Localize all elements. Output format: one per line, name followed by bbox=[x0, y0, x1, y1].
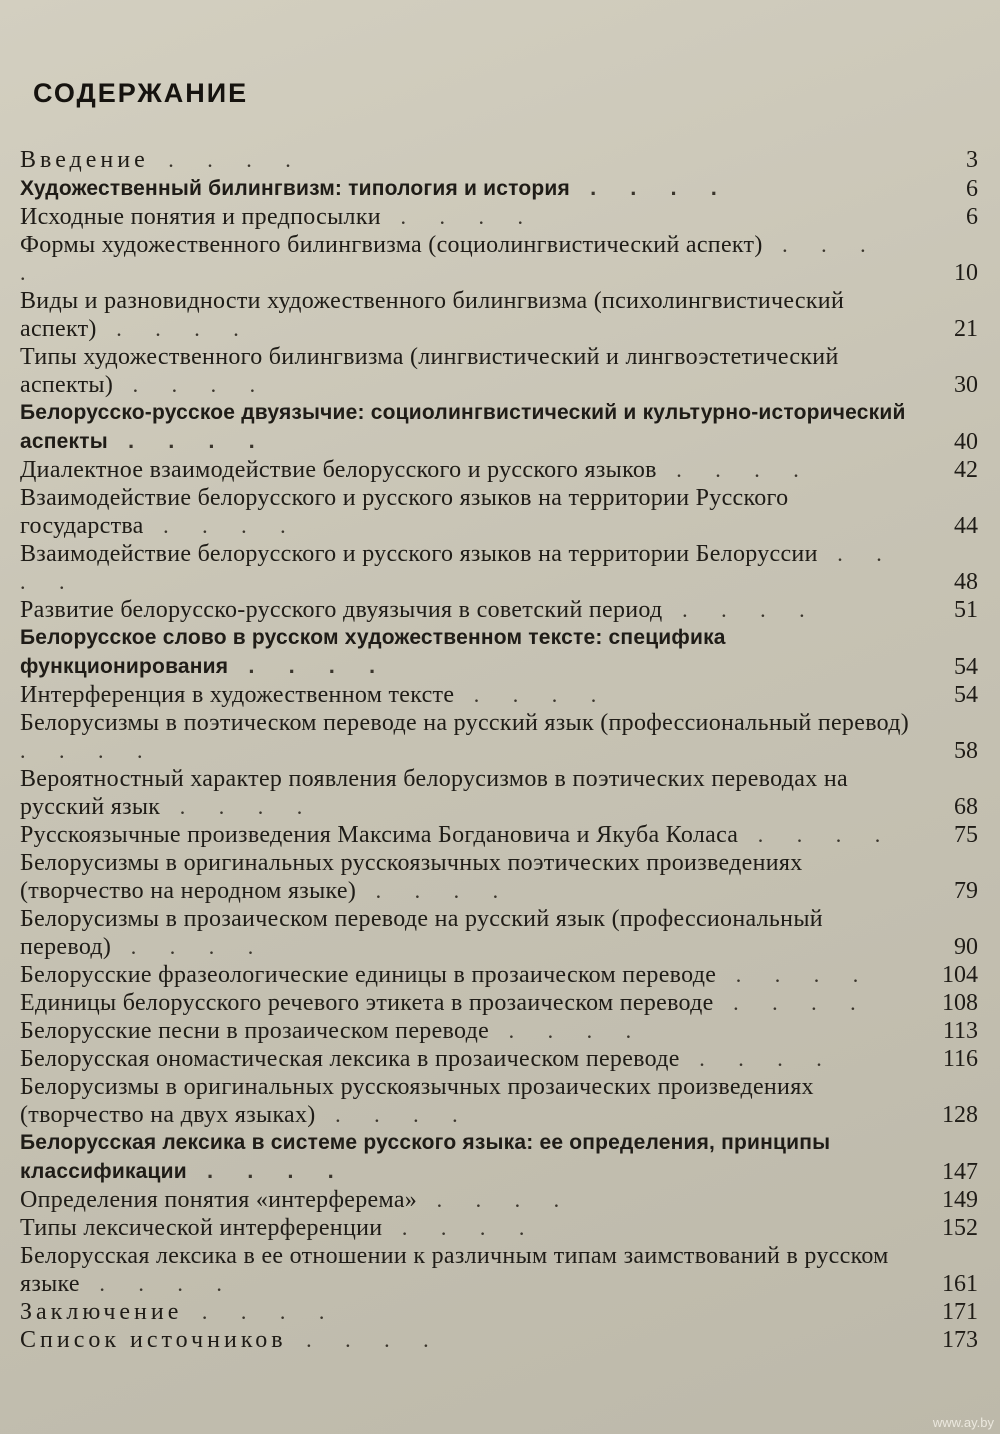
leader-dots: . . . . bbox=[315, 1102, 472, 1127]
toc-entry-title: Диалектное взаимодействие белорусского и русского языков . . . . bbox=[20, 457, 813, 483]
toc-entry bbox=[20, 905, 978, 961]
toc-page-number: 113 bbox=[942, 1018, 978, 1044]
toc-entry bbox=[20, 1073, 978, 1129]
toc-entry bbox=[20, 1298, 978, 1326]
leader-dots: . . . . bbox=[662, 597, 819, 622]
leader-dots: . . . . bbox=[286, 1327, 443, 1352]
toc-entry bbox=[20, 1214, 978, 1242]
toc-entry bbox=[20, 146, 978, 174]
toc-entry-title: Взаимодействие белорусского и русского языков на территории Русского государства . . . . bbox=[20, 485, 789, 539]
toc-page-number: 48 bbox=[954, 569, 978, 595]
toc-page-number: 173 bbox=[942, 1327, 978, 1353]
leader-dots: . . . . bbox=[107, 428, 269, 453]
toc-entry-title: Белорусская лексика в системе русского языка: ее определения, принципы классификации . . . . bbox=[20, 1131, 831, 1183]
toc-chapter bbox=[20, 1129, 978, 1186]
toc-entry bbox=[20, 231, 978, 287]
toc-entry bbox=[20, 287, 978, 343]
leader-dots: . . . . bbox=[713, 990, 870, 1015]
toc-entry-title: Белорусизмы в прозаическом переводе на русский язык (профессиональный перевод) . . . . bbox=[20, 906, 823, 960]
toc-entry bbox=[20, 540, 978, 596]
toc-entry-title: Интерференция в художественном тексте . . . . bbox=[20, 682, 611, 708]
toc-page-number: 116 bbox=[942, 1046, 978, 1072]
leader-dots: . . . . bbox=[454, 682, 611, 707]
leader-dots: . . . . bbox=[20, 738, 157, 763]
toc-page-number: 54 bbox=[954, 682, 978, 708]
toc-entry-title: Определения понятия «интерферема» . . . . bbox=[20, 1187, 574, 1213]
toc-entry-title: Русскоязычные произведения Максима Богдановича и Якуба Коласа . . . . bbox=[20, 822, 895, 848]
leader-dots: . . . . bbox=[716, 962, 873, 987]
leader-dots: . . . . bbox=[380, 204, 537, 229]
toc-entry-title: Художественный билингвизм: типология и история . . . . bbox=[20, 175, 731, 200]
watermark: www.ay.by bbox=[932, 1415, 994, 1430]
toc-entry bbox=[20, 1326, 978, 1354]
leader-dots: . . . . bbox=[96, 316, 253, 341]
toc-entry bbox=[20, 989, 978, 1017]
toc-entry-title: Заключение . . . . bbox=[20, 1299, 339, 1325]
toc-entry-title: Белорусские фразеологические единицы в прозаическом переводе . . . . bbox=[20, 962, 873, 988]
toc-entry-title: Белорусизмы в оригинальных русскоязычных поэтических произведениях (творчество на неродном языке) . . . . bbox=[20, 850, 803, 904]
toc-entry bbox=[20, 596, 978, 624]
leader-dots: . . . . bbox=[160, 794, 317, 819]
toc-page-number: 42 bbox=[954, 457, 978, 483]
toc-page-number: 51 bbox=[954, 597, 978, 623]
leader-dots: . . . . bbox=[569, 175, 731, 200]
leader-dots: . . . . bbox=[738, 822, 895, 847]
toc-page-number: 79 bbox=[954, 878, 978, 904]
leader-dots: . . . . bbox=[228, 653, 390, 678]
toc-page-number: 68 bbox=[954, 794, 978, 820]
leader-dots: . . . . bbox=[656, 457, 813, 482]
toc-page-number: 58 bbox=[954, 738, 978, 764]
toc-entry-title: Типы лексической интерференции . . . . bbox=[20, 1215, 539, 1241]
toc-page-number: 104 bbox=[942, 962, 978, 988]
toc-page-number: 40 bbox=[954, 429, 978, 455]
toc-entry-title: Типы художественного билингвизма (лингвистический и лингвоэстетический аспекты) . . . . bbox=[20, 344, 839, 398]
leader-dots: . . . . bbox=[148, 147, 305, 172]
toc-entry-title: Белорусские песни в прозаическом переводе . . . . bbox=[20, 1018, 646, 1044]
toc-entry bbox=[20, 681, 978, 709]
page-title: СОДЕРЖАНИЕ bbox=[33, 78, 249, 108]
leader-dots: . . . . bbox=[111, 934, 268, 959]
toc-entry-title: Исходные понятия и предпосылки . . . . bbox=[20, 204, 537, 230]
toc-page-number: 3 bbox=[966, 147, 978, 173]
toc-page-number: 128 bbox=[942, 1102, 978, 1128]
toc-page-number: 44 bbox=[954, 513, 978, 539]
toc-page-number: 10 bbox=[954, 260, 978, 286]
toc-entry-title: Белорусизмы в оригинальных русскоязычных прозаических произведениях (творчество на двух языках) . . . . bbox=[20, 1074, 814, 1128]
toc-entry bbox=[20, 709, 978, 765]
leader-dots: . . . . bbox=[356, 878, 513, 903]
toc-entry-title: Формы художественного билингвизма (социолингвистический аспект) . . . . bbox=[20, 232, 880, 285]
leader-dots: . . . . bbox=[20, 541, 896, 594]
toc-page-number: 152 bbox=[942, 1215, 978, 1241]
leader-dots: . . . . bbox=[20, 232, 880, 285]
toc-entry bbox=[20, 821, 978, 849]
toc-chapter bbox=[20, 174, 978, 203]
toc-entry bbox=[20, 343, 978, 399]
toc-entry-title: Развитие белорусско-русского двуязычия в советский период . . . . bbox=[20, 597, 819, 623]
toc-entry bbox=[20, 1017, 978, 1045]
toc-entry bbox=[20, 1045, 978, 1073]
toc-entry bbox=[20, 484, 978, 540]
toc-entry bbox=[20, 961, 978, 989]
leader-dots: . . . . bbox=[417, 1187, 574, 1212]
toc-entry-title: Взаимодействие белорусского и русского языков на территории Белоруссии . . . . bbox=[20, 541, 896, 594]
leader-dots: . . . . bbox=[679, 1046, 836, 1071]
toc-entry bbox=[20, 765, 978, 821]
toc-page-number: 54 bbox=[954, 654, 978, 680]
leader-dots: . . . . bbox=[113, 372, 270, 397]
toc-entry-title: Введение . . . . bbox=[20, 147, 305, 173]
toc-entry-title: Виды и разновидности художественного билингвизма (психолингвистический аспект) . . . . bbox=[20, 288, 845, 342]
toc-page-number: 6 bbox=[966, 204, 978, 230]
toc-entry-title: Список источников . . . . bbox=[20, 1327, 443, 1353]
toc-page-number: 75 bbox=[954, 822, 978, 848]
toc-chapter bbox=[20, 624, 978, 681]
leader-dots: . . . . bbox=[182, 1299, 339, 1324]
toc-page-number: 30 bbox=[954, 372, 978, 398]
toc-entry bbox=[20, 1186, 978, 1214]
leader-dots: . . . . bbox=[489, 1018, 646, 1043]
toc-entry-title: Вероятностный характер появления белорусизмов в поэтических переводах на русский язык . . . . bbox=[20, 766, 848, 820]
toc-entry-title: Белорусская ономастическая лексика в прозаическом переводе . . . . bbox=[20, 1046, 836, 1072]
toc-page-number: 90 bbox=[954, 934, 978, 960]
toc-entry-title: Белорусская лексика в ее отношении к различным типам заимствований в русском языке . . . . bbox=[20, 1243, 889, 1297]
toc-page-number: 161 bbox=[942, 1271, 978, 1297]
leader-dots: . . . . bbox=[382, 1215, 539, 1240]
toc-page-number: 149 bbox=[942, 1187, 978, 1213]
toc-entry bbox=[20, 849, 978, 905]
toc-page-number: 171 bbox=[942, 1299, 978, 1325]
table-of-contents bbox=[20, 146, 978, 1354]
toc-entry-title: Белорусское слово в русском художественном тексте: специфика функционирования . . . . bbox=[20, 626, 726, 678]
toc-page-number: 147 bbox=[942, 1159, 978, 1185]
leader-dots: . . . . bbox=[186, 1158, 348, 1183]
toc-chapter bbox=[20, 399, 978, 456]
toc-entry bbox=[20, 456, 978, 484]
leader-dots: . . . . bbox=[143, 513, 300, 538]
toc-entry bbox=[20, 203, 978, 231]
toc-entry-title: Единицы белорусского речевого этикета в прозаическом переводе . . . . bbox=[20, 990, 870, 1016]
leader-dots: . . . . bbox=[79, 1271, 236, 1296]
toc-entry bbox=[20, 1242, 978, 1298]
toc-page-number: 108 bbox=[942, 990, 978, 1016]
toc-page-number: 6 bbox=[966, 176, 978, 202]
toc-entry-title: Белорусско-русское двуязычие: социолингвистический и культурно-исторический аспекты . . . . bbox=[20, 401, 906, 453]
toc-page-number: 21 bbox=[954, 316, 978, 342]
toc-entry-title: Белорусизмы в поэтическом переводе на русский язык (профессиональный перевод) . . . . bbox=[20, 710, 910, 763]
